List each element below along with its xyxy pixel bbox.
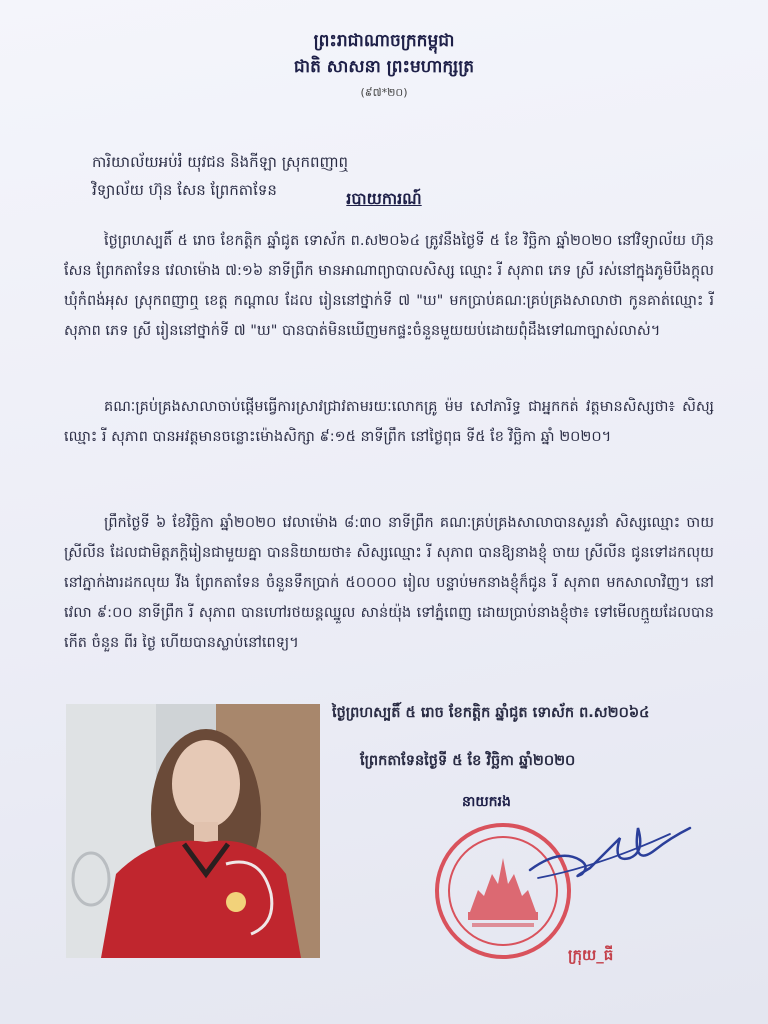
ornament-mark: (៩៧*២០) xyxy=(360,86,408,99)
letterhead xyxy=(0,28,768,102)
report-title: របាយការណ៍ xyxy=(346,189,422,208)
place-date: ព្រែកតាទែនថ្ងៃទី ៥ ខែ វិច្ឆិកា ឆ្នាំ២០២០ xyxy=(360,753,576,769)
paragraph-3: ព្រឹកថ្ងៃទី ៦ ខែវិច្ឆិកា ឆ្នាំ២០២០ វេលាម៉ោង ៨:៣០ នាទីព្រឹក គណៈគ្រប់គ្រងសាលាបានសួរនាំ សិស្សឈ្មោះ ចាយ ស្រីលីន ដែលជាមិត្តភក្តិរៀនជាមួយគ្នា បាននិយាយថា៖ សិស្សឈ្មោះ រី សុភាព បានឱ្យនាងខ្ញុំ ចាយ ស្រីលីន ជូនទៅដកលុយនៅភ្នាក់ងារដកលុយ វីង ព្រែកតាទែន ចំនួនទឹកប្រាក់ ៥០០០០ រៀល បន្ទាប់មកនាងខ្ញុំក៏ជូន រី សុភាព មកសាលាវិញ។ នៅវេលា ៩:០០ នាទីព្រឹក រី សុភាព បានហៅរថយន្តឈ្នួល សាន់យ៉ុង ទៅភ្នំពេញ ដោយប្រាប់នាងខ្ញុំថា៖ ទៅមើលក្មួយដែលបានកើត ចំនួន ពីរ ថ្ងៃ ហើយបានស្លាប់នៅពេទ្យ។ xyxy=(64,515,714,651)
kingdom-heading: ព្រះរាជាណាចក្រកម្ពុជា xyxy=(313,31,455,51)
student-photo xyxy=(66,704,320,958)
lunar-date: ថ្ងៃព្រហស្បតិ៍ ៥ រោច ខែកត្តិក ឆ្នាំជូត ទោស័ក ព.ស២០៦៤ xyxy=(332,705,650,721)
paragraph-2: គណៈគ្រប់គ្រងសាលាចាប់ផ្ដើមធ្វើការស្រាវជ្រាវតាមរយៈលោកគ្រូ ម៉ម សៅភារិទ្ធ ជាអ្នកកត់ វត្តមានសិស្សថា៖ សិស្សឈ្មោះ រី សុភាព បានអវត្តមានចន្លោះម៉ោងសិក្សា ៩:១៥ នាទីព្រឹក នៅថ្ងៃពុធ ទី៥ ខែ វិច្ឆិកា ឆ្នាំ ២០២០។ xyxy=(64,399,714,445)
office-name: ការិយាល័យអប់រំ យុវជន និងកីឡា ស្រុកពញាឮ xyxy=(92,153,349,171)
school-name: វិទ្យាល័យ ហ៊ុន សែន ព្រែកតាទែន xyxy=(92,181,277,199)
signature xyxy=(520,808,700,888)
national-motto: ជាតិ សាសនា ព្រះមហាក្សត្រ xyxy=(293,57,475,77)
handwritten-initial: ក្រុយ_ធី xyxy=(568,946,614,964)
paragraph-1: ថ្ងៃព្រហស្បតិ៍ ៥ រោច ខែកត្តិក ឆ្នាំជូត ទោស័ក ព.ស២០៦៤ ត្រូវនឹងថ្ងៃទី ៥ ខែ វិច្ឆិកា ឆ្នាំ២០២០ នៅវិទ្យាល័យ ហ៊ុន សែន ព្រែកតាទែន វេលាម៉ោង ៧:១៦ នាទីព្រឹក មានអាណាព្យាបាលសិស្ស ឈ្មោះ រី សុភាព ភេទ ស្រី រស់នៅក្នុងភូមិបឹងក្ដុល ឃុំកំពង់អុស ស្រុកពញាឮ ខេត្ត កណ្ដាល ដែល រៀននៅថ្នាក់ទី ៧ "ឃ" មកប្រាប់គណៈគ្រប់គ្រងសាលាថា កូនគាត់ឈ្មោះ រី សុភាព ភេទ ស្រី រៀននៅថ្នាក់ទី ៧ "ឃ" បានបាត់មិនឃើញមកផ្ទះចំនួនមួយយប់ដោយពុំដឹងទៅណាច្បាស់លាស់។ xyxy=(64,233,714,339)
signatory-position: នាយករង xyxy=(462,794,511,810)
